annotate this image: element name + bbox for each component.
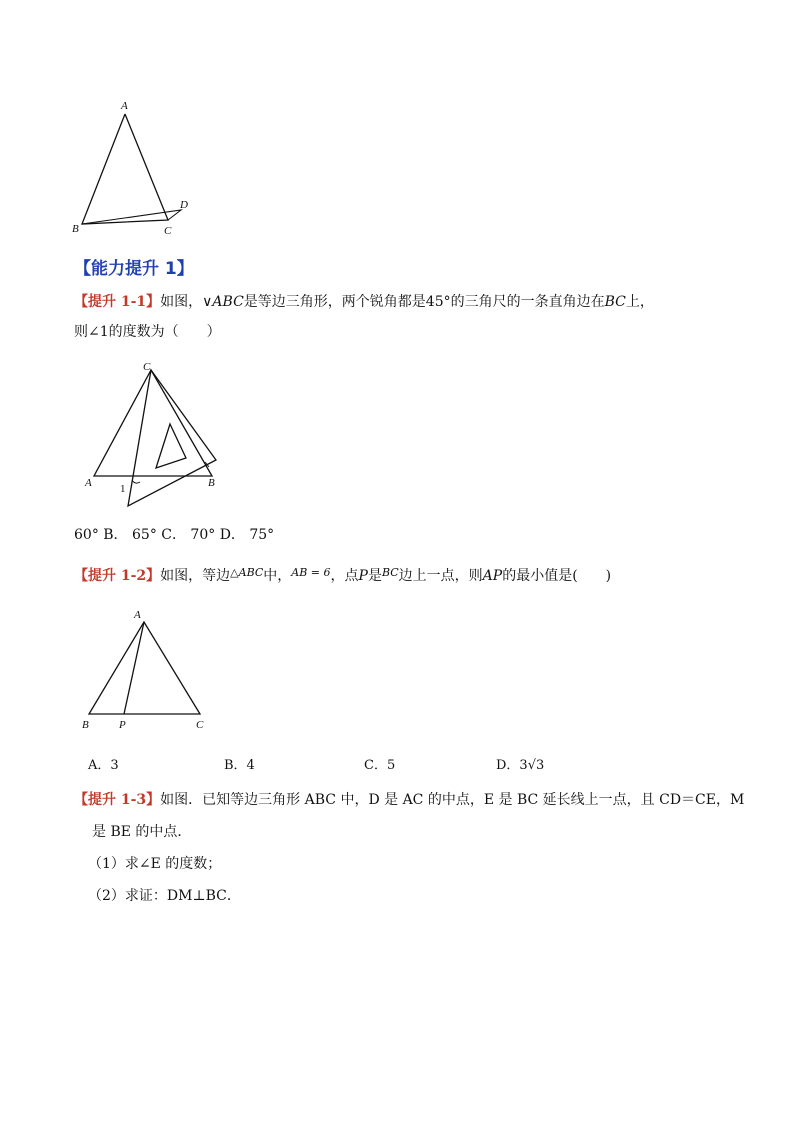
label-1: 1 [120, 483, 126, 495]
q2-line1: 【提升 1-2】如图，等边$^{\triangle ABC}$中，$^{AB = 6}$，点P是$^{BC}$边上一点，则AP的最小值是( ) [74, 566, 612, 584]
q2-options [88, 756, 588, 776]
label-a: A [121, 100, 128, 112]
figure-triangle-set-square [80, 354, 230, 514]
label-b: B [208, 477, 215, 489]
label-d: D [180, 199, 188, 211]
label-b: B [72, 223, 79, 235]
q1-options: 60° B． 65° C． 70° D． 75° [74, 527, 275, 543]
figure-triangle-abcd [66, 96, 196, 242]
label-c: C [164, 225, 172, 237]
label-b: B [82, 719, 89, 731]
label-a: A [85, 477, 92, 489]
q2-tag: 【提升 1-2】 [74, 568, 161, 584]
q2-option-b: B．4 [224, 758, 255, 773]
section-title: 【能力提升 1】 [74, 259, 194, 279]
q3-line2: 是 BE 的中点． [92, 824, 192, 840]
label-a: A [134, 609, 141, 621]
q3-sub1: （1）求∠E 的度数； [88, 856, 222, 872]
q2-option-a: A．3 [88, 758, 119, 773]
q2-option-c: C．5 [364, 758, 396, 773]
label-p: P [119, 719, 126, 731]
q1-line2: 则∠1的度数为（ ） [74, 324, 221, 340]
q1-tag: 【提升 1-1】 [74, 294, 161, 310]
label-c: C [143, 361, 151, 373]
q1-line1: 【提升 1-1】如图，∨ABC是等边三角形，两个锐角都是45°的三角尺的一条直角边在BC上， [74, 294, 654, 310]
q3-tag: 【提升 1-3】 [74, 792, 161, 808]
q3-line1: 【提升 1-3】如图．已知等边三角形 ABC 中，D 是 AC 的中点，E 是 BC 延长线上一点，且 CD＝CE，M [74, 792, 745, 808]
figure-triangle-abp [74, 604, 224, 734]
q2-option-d: D．3√3 [496, 758, 545, 773]
q3-sub2: （2）求证：DM⊥BC． [88, 888, 241, 904]
label-c: C [196, 719, 204, 731]
